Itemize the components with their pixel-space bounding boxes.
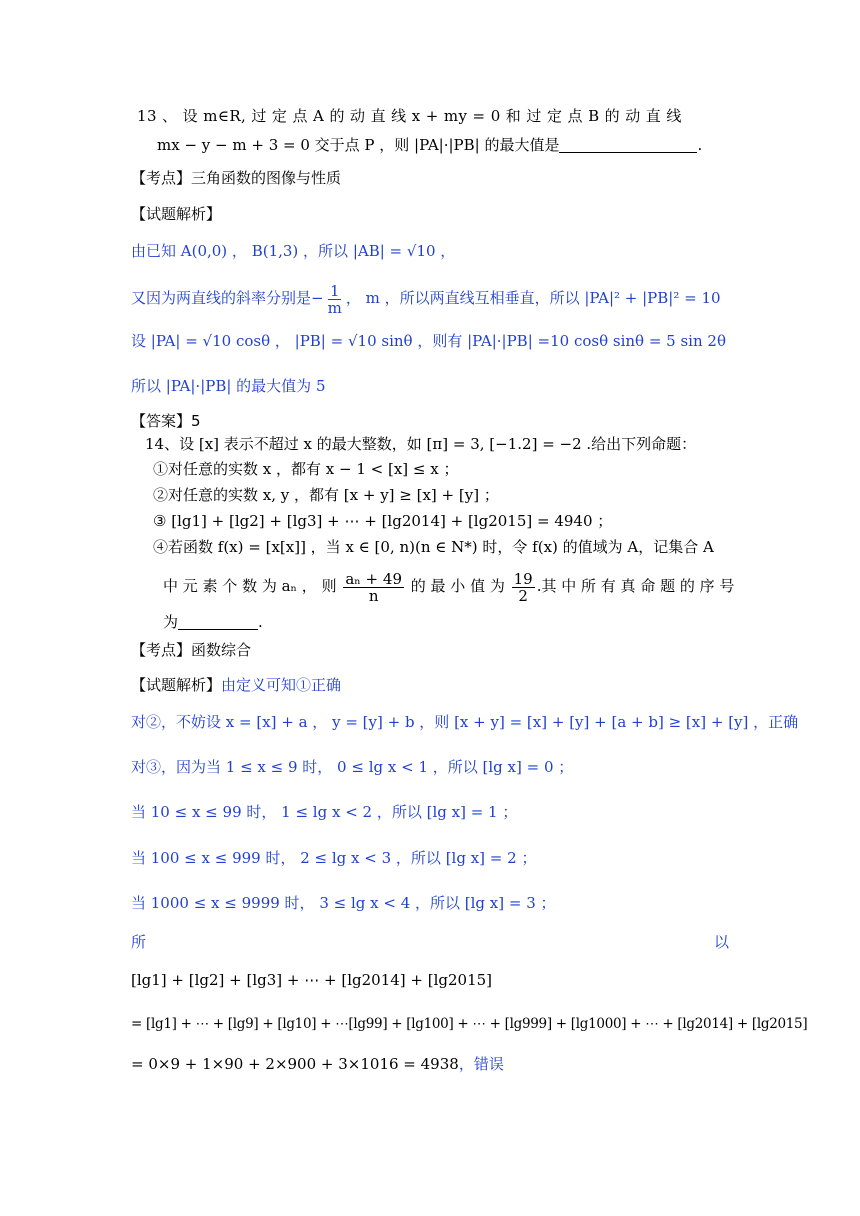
q13-kaodian: 【考点】三角函数的图像与性质 — [131, 169, 342, 187]
q14-item4b-text-a: 中 元 素 个 数 为 aₙ ， 则 — [163, 577, 337, 595]
q13-sol2-minus: − — [311, 289, 324, 307]
q14-solution-2: 对②，不妨设 x = [x] + a ， y = [y] + b ，则 [x + y] = [x] + [y] + [a + b] ≥ [x] + [y] ，正确 — [131, 713, 799, 731]
q14-sol10-text-a: = 0×9 + 1×90 + 2×900 + 3×1016 = 4938 — [131, 1055, 459, 1073]
q14-item-2: ②对任意的实数 x, y ，都有 [x + y] ≥ [x] + [y] ； — [153, 486, 499, 504]
q14-solution-9: = [lg1] + ⋯ + [lg9] + [lg10] + ⋯[lg99] + [lg100] + ⋯ + [lg999] + [lg1000] + ⋯ + [lg2014] + [lg2015] — [131, 1016, 808, 1032]
q13-solution-4: 所以 |PA|·|PB| 的最大值为 5 — [131, 377, 326, 395]
q13-line2-text: mx − y − m + 3 = 0 交于点 P ，则 |PA|·|PB| 的最大值是 — [157, 136, 560, 154]
q14-item-4: ④若函数 f(x) = [x[x]] ，当 x ∈ [0, n)(n ∈ N*) 时，令 f(x) 的值域为 A，记集合 A — [153, 538, 714, 556]
q14-item4b-numerator: aₙ + 49 — [345, 569, 402, 588]
q14-item4c-text-a: 为 — [163, 613, 179, 631]
q14-answer-blank — [178, 629, 258, 630]
q14-line1: 14、设 [x] 表示不超过 x 的最大整数，如 [π] = 3, [−1.2] = −2 .给出下列命题： — [145, 435, 697, 453]
q14-item4b-numerator-2: 19 — [513, 569, 533, 588]
q14-item-4-cont — [163, 566, 734, 606]
q14-item4b-denominator: n — [368, 586, 379, 605]
q14-item-3: ③ [lg1] + [lg2] + [lg3] + ⋯ + [lg2014] + [lg2015] = 4940 ； — [153, 512, 613, 530]
q14-jiexi-head: 【试题解析】 — [131, 676, 222, 694]
q14-jiexi-line — [131, 675, 341, 695]
q14-item4b-text-c: .其 中 所 有 真 命 题 的 序 号 — [536, 577, 735, 595]
q14-item-1: ①对任意的实数 x ，都有 x − 1 < [x] ≤ x ； — [153, 460, 459, 478]
q13-answer-blank — [559, 152, 697, 153]
q13-line1: 13 、 设 m∈R, 过 定 点 A 的 动 直 线 x + my = 0 和 过 定 点 B 的 动 直 线 — [137, 107, 682, 125]
q14-solution-8: [lg1] + [lg2] + [lg3] + ⋯ + [lg2014] + [lg2015] — [131, 971, 493, 989]
q13-line2-end: . — [697, 136, 703, 154]
q13-answer: 【答案】5 — [131, 412, 201, 430]
q13-sol2-numerator: 1 — [329, 281, 340, 300]
q13-line2 — [157, 135, 702, 155]
q14-sol7-right: 以 — [713, 933, 729, 951]
q13-sol2-denominator: m — [327, 298, 342, 317]
q14-item4b-denominator-2: 2 — [518, 586, 528, 605]
q13-sol2-fraction — [326, 283, 344, 316]
q14-item-4-end — [163, 612, 263, 632]
q14-solution-4: 当 10 ≤ x ≤ 99 时， 1 ≤ lg x < 2 ，所以 [lg x] = 1 ； — [131, 803, 518, 821]
q14-item4b-fraction — [343, 571, 404, 604]
q14-solution-7 — [131, 932, 729, 952]
q14-solution-1: 由定义可知①正确 — [221, 676, 342, 694]
q13-jiexi-head: 【试题解析】 — [131, 205, 222, 223]
q14-item4c-text-b: . — [258, 613, 263, 631]
q13-sol2-text-b: ， m ，所以两直线互相垂直，所以 |PA|² + |PB|² = 10 — [345, 289, 721, 307]
q14-solution-6: 当 1000 ≤ x ≤ 9999 时， 3 ≤ lg x < 4 ，所以 [lg x] = 3 ； — [131, 894, 556, 912]
q14-solution-10 — [131, 1054, 504, 1074]
q13-sol2-text-a: 又因为两直线的斜率分别是 — [131, 289, 312, 307]
q13-solution-3: 设 |PA| = √10 cosθ ， |PB| = √10 sinθ ，则有 |PA|·|PB| =10 cosθ sinθ = 5 sin 2θ — [131, 332, 726, 350]
q14-kaodian: 【考点】函数综合 — [131, 641, 252, 659]
q14-item4b-fraction-2 — [512, 571, 535, 604]
q13-solution-1: 由已知 A(0,0) ， B(1,3) ，所以 |AB| = √10 ， — [131, 242, 456, 260]
q14-sol10-text-b: ，错误 — [458, 1055, 504, 1073]
q14-item4b-text-b: 的 最 小 值 为 — [410, 577, 505, 595]
q13-solution-2 — [131, 280, 721, 316]
q14-solution-3: 对③，因为当 1 ≤ x ≤ 9 时， 0 ≤ lg x < 1 ，所以 [lg x] = 0 ； — [131, 758, 574, 776]
q14-solution-5: 当 100 ≤ x ≤ 999 时， 2 ≤ lg x < 3 ，所以 [lg x] = 2 ； — [131, 849, 537, 867]
q14-sol7-left: 所 — [131, 933, 147, 951]
